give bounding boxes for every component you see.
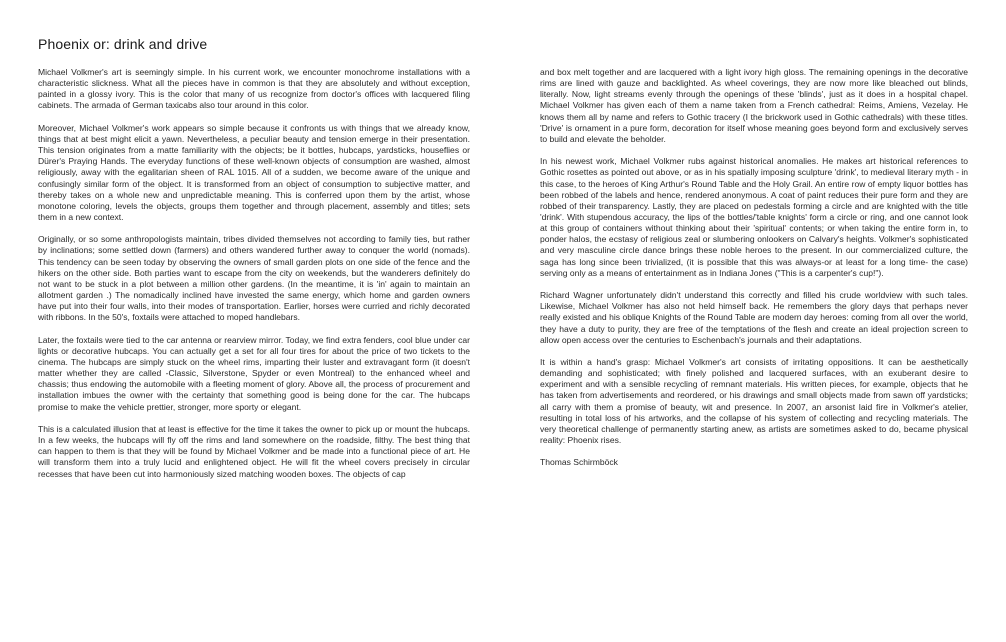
paragraph: Moreover, Michael Volkmer's work appears so simple because it confronts us with things that we already know, things that at best might elicit a yawn. Nevertheless, a peculiar beauty and tension emerge in their presentation. This tension originates from a matte familiarity with the objects; be it bottles, hubcaps, yardsticks, houseflies or Dürer's Praying Hands. The everyday functions of these well-known objects of consumption are washed, almost religiously, away with the egalitarian sheen of RAL 1015. All of a sudden, we become aware of the unique and confusingly similar form of the object. It is transformed from an object of consumption to subjective matter, and thereby takes on a whole new and unpredictable meaning. This is conferred upon them by the artist, whose monotone coloring, levels the objects, groups them together and through placement, assembly and titles; sets them in a new context. xyxy=(38,122,470,223)
paragraph: and box melt together and are lacquered with a light ivory high gloss. The remaining openings in the decorative rims are lined with gauze and backlighted. As wheel coverings, they are now more like bleached out blinds, literally. Now, light streams evenly through the openings of these 'blinds', just as it does in a hospital chapel. Michael Volkmer has given each of them a name taken from a French cathedral: Reims, Amiens, Vezelay. He knows them all by name and refers to Gothic tracery (I the brickwork used in Gothic cathedrals) with these titles. 'Drive' is ornament in a pure form, decoration for itself whose meaning goes beyond form and exclusively serves to build and elevate the beholder. xyxy=(540,67,968,144)
left-text-column xyxy=(38,67,470,491)
page-title: Phoenix or: drink and drive xyxy=(38,36,208,52)
right-text-column xyxy=(540,67,968,480)
paragraph: This is a calculated illusion that at least is effective for the time it takes the owner to pick up or mount the hubcaps. In a few weeks, the hubcaps will fly off the rims and land somewhere on the roadside, filthy. The best thing that can happen to them is that they will be found by Michael Volkmer and be made into a functional piece of art. He will transform them into a truly lucid and enlightened object. He will fit the wheel covers precisely in circular recesses that have been cut into harmoniously sized matching wooden boxes. The objects of cap xyxy=(38,423,470,479)
paragraph: Originally, or so some anthropologists maintain, tribes divided themselves not according to family ties, but rather by inclinations; some settled down (farmers) and others wandered further away to conquer the world (nomads). This tendency can be seen today by observing the owners of small garden plots on one side of the fence and the hikers on the other side. Both parties want to escape from the city on weekends, but the wanderers definitely do not want to be stuck in a plot between a million other gardens. (In the meantime, it is 'in' again to maintain an allotment garden .) The nomadically inclined have invested the same energy, which home and garden owners have put into their four walls, into their modes of transportation. Earlier, horses were curried and richly decorated with ribbons. In the 50's, foxtails were attached to moped handlebars. xyxy=(38,234,470,323)
paragraph: Later, the foxtails were tied to the car antenna or rearview mirror. Today, we find extra fenders, cool blue under car lights or decorative hubcaps. You can actually get a set for all four tires for about the price of two tickets to the cinema. The hubcaps are simply stuck on the wheel rims, imparting their luster and extravagant form (it doesn't matter whether they are called -Classic, Silverstone, Spyder or even Montreal) to the enhanced wheel and chassis; thus endowing the automobile with a fleeting moment of glory. Above all, the process of procurement and installation imbues the owner with the certainty that something good is being done for the car. The hubcaps promise to make the vehicle prettier, stronger, more sporty or elegant. xyxy=(38,334,470,412)
paragraph: Richard Wagner unfortunately didn't understand this correctly and filled his crude worldview with such tales. Likewise, Michael Volkmer has also not held himself back. He remembers the glory days that perhaps never really existed and his oblique Knights of the Round Table are modern day heroes: coming from all over the world, they have a duty to purity, they are free of the temptations of the flesh and create an ideal projection screen to allow open access over the centuries to Eschenbach's journals and their adaptations. xyxy=(540,290,968,345)
paragraph: Michael Volkmer's art is seemingly simple. In his current work, we encounter monochrome installations with a characteristic slickness. What all the pieces have in common is that they are absolutely and without exception, painted in a glossy ivory. This is the color that many of us recognize from doctor's offices with lacquered filing cabinets. The armada of German taxicabs also tour around in this color. xyxy=(38,67,470,111)
paragraph: It is within a hand's grasp: Michael Volkmer's art consists of irritating oppositions. It can be aesthetically demanding and sophisticated; with finely polished and lacquered surfaces, with an exuberant desire to experiment and with a sensible recycling of remnant materials. His written pieces, for example, objects that he has taken from advertisements and reordered, or his drawings and small objects made from sawn off yardsticks; all carry with them a promise of beauty, wit and presence. In 2007, an arsonist laid fire in Volkmer's atelier, resulting in total loss of his artworks, and the collapse of his system of collecting and recycling materials. The very theoretical challenge of permanently starting anew, as artists are sometimes asked to do, became physical reality: Phoenix rises. xyxy=(540,357,968,446)
author-signature: Thomas Schirmböck xyxy=(540,457,618,468)
paragraph: In his newest work, Michael Volkmer rubs against historical anomalies. He makes art historical references to Gothic rosettes as pointed out above, or as in his spatially imposing sculpture 'drink', to medieval literary myth - in this case, to the heroes of King Arthur's Round Table and the Holy Grail. An entire row of empty liquor bottles has been robbed of the labels and hence, rendered anonymous. A coat of paint reduces their pure form and they are robbed of their transparency. Lastly, they are placed on pedestals forming a circle and are knighted with the title 'drink'. With stupendous accuracy, the lips of the bottles/'table knights' form a circle or ring, and one cannot look at this group of containers without thinking about their 'spiritual' contents; or when taking the entire form in, to ponder halos, the ecstasy of religious zeal or slumbering onlookers on Calvary's heights. Volkmer's sophisticated and very masculine circle dance brings these noble heroes to the present. In our commercialized culture, the saga has long since been trivialized, (it is possible that this was always-or at least for a long time- the case) serving only as a means of entertainment as in Indiana Jones ("This is a carpenter's cup!"). xyxy=(540,156,968,278)
